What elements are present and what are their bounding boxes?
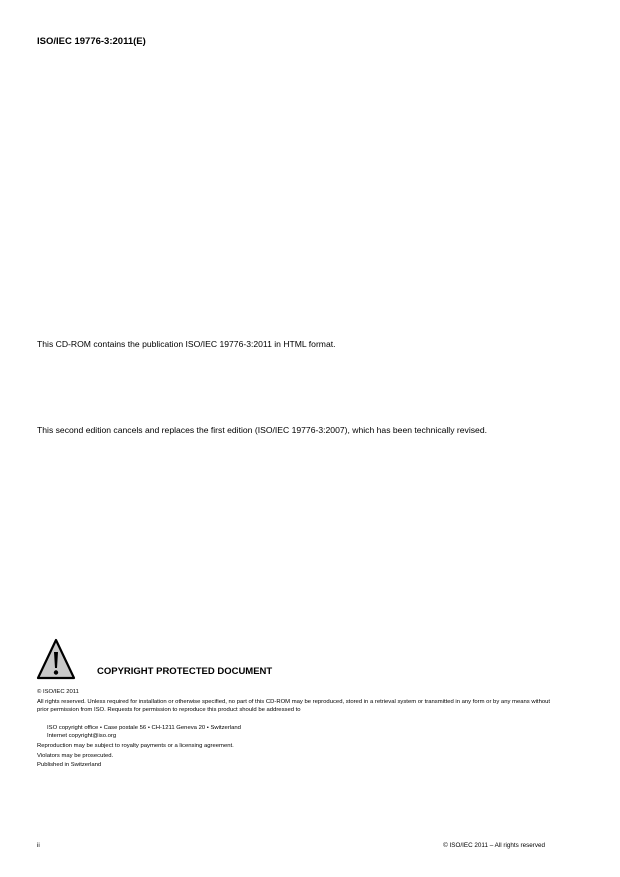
violators-notice: Violators may be prosecuted. — [37, 753, 114, 759]
royalty-notice: Reproduction may be subject to royalty payments or a licensing agreement. — [37, 743, 234, 749]
cdrom-notice: This CD-ROM contains the publication ISO/IEC 19776-3:2011 in HTML format. — [37, 339, 336, 349]
rights-statement: All rights reserved. Unless required for installation or otherwise specified, no part of this CD-ROM may be reproduced, stored in a retrieval system or transmitted in any form or by any means without prior permission from ISO. Requests for permission to reproduce this product should be addressed to — [37, 699, 551, 714]
document-id-header: ISO/IEC 19776-3:2011(E) — [37, 36, 146, 47]
footer-rights: © ISO/IEC 2011 – All rights reserved — [443, 842, 545, 849]
published-notice: Published in Switzerland — [37, 762, 102, 768]
iso-address: ISO copyright office • Case postale 56 • CH-1211 Geneva 20 • Switzerland — [47, 725, 241, 731]
copyright-heading: COPYRIGHT PROTECTED DOCUMENT — [97, 666, 273, 677]
warning-triangle-icon — [36, 638, 76, 680]
edition-notice: This second edition cancels and replaces the first edition (ISO/IEC 19776-3:2007), which has been technically revised. — [37, 425, 487, 435]
page-number: ii — [37, 842, 40, 849]
copyright-owner: © ISO/IEC 2011 — [37, 689, 79, 695]
iso-internet: Internet copyright@iso.org — [47, 733, 117, 739]
